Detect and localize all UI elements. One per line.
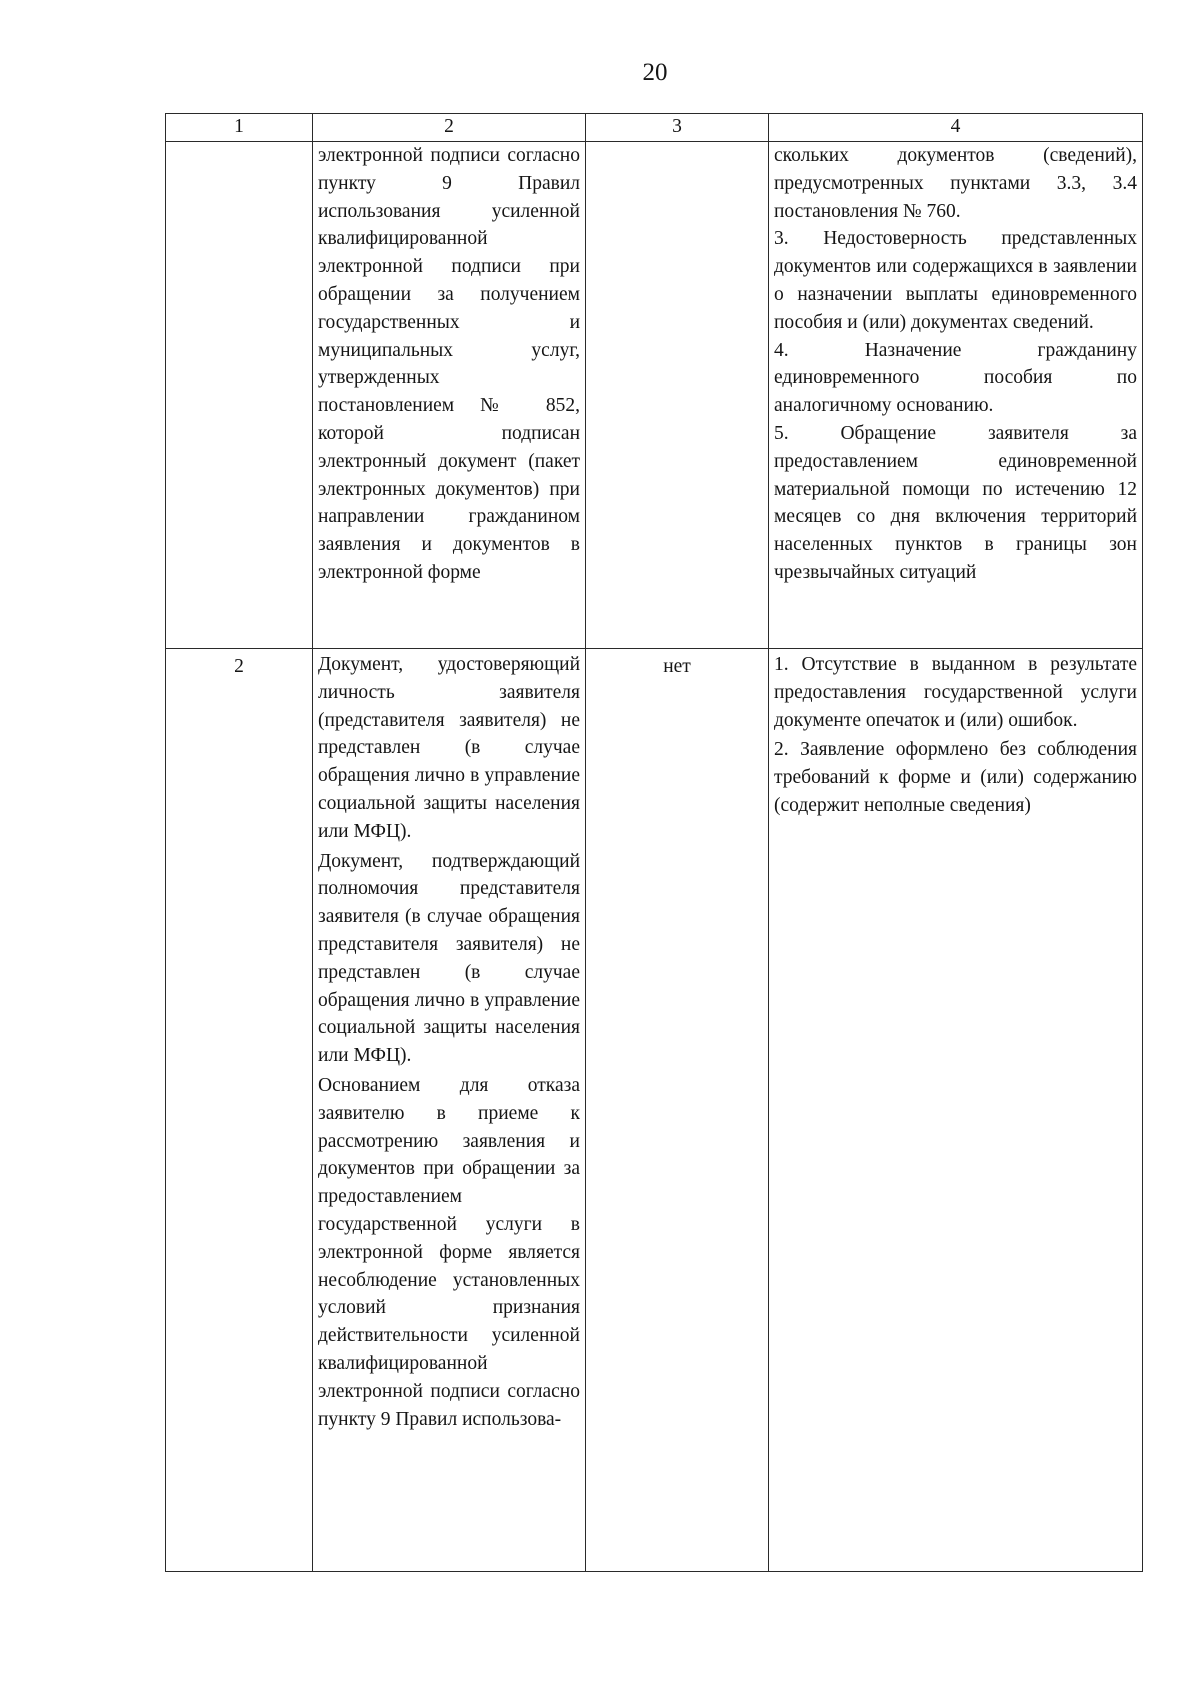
cell-paragraph: 2. Заявление оформлено без соблюдения требований к форме и (или) содержанию (содержит неполные сведения) — [774, 739, 1137, 816]
availability-cell — [586, 142, 769, 649]
document-description-cell — [313, 142, 586, 649]
cell-paragraph: электронной подписи согласно пункту 9 Правил использования усиленной квалифицированной электронной подписи при обращении за получением государственных и муниципальных услуг, утвержденных постановлением № 852, которой подписан электронный документ (пакет электронных документов) при направлении гражданином заявления и документов в электронной форме — [318, 145, 580, 583]
document-description-cell — [313, 649, 586, 1572]
refusal-grounds-cell — [769, 649, 1143, 1572]
cell-paragraph: Основанием для отказа заявителю в приеме к рассмотрению заявления и документов при обращении за предоставлением государственной услуги в электронной форме является несоблюдение установленных условий признания действительности усиленной квалифицированной электронной подписи согласно пункту 9 Правил использова- — [318, 1074, 580, 1430]
cell-paragraph: 4. Назначение гражданину единовременного пособия по аналогичному основанию. — [774, 339, 1137, 417]
cell-paragraph: 1. Отсутствие в выданном в результате предоставления государственной услуги документе опечаток и (или) ошибок. — [774, 654, 1137, 731]
table-row — [166, 142, 1143, 649]
cell-paragraph: 5. Обращение заявителя за предоставлением единовременной материальной помощи по истечению 12 месяцев со дня включения территорий населенных пунктов в границы зон чрезвычайных ситуаций — [774, 422, 1137, 583]
header-col-4: 4 — [769, 114, 1143, 142]
header-col-1: 1 — [166, 114, 313, 142]
refusal-grounds-cell — [769, 142, 1143, 649]
cell-paragraph: Документ, удостоверяющий личность заявителя (представителя заявителя) не представлен (в случае обращения лично в управление социальной защиты населения или МФЦ). — [318, 654, 580, 842]
page-number: 20 — [642, 59, 668, 86]
cell-paragraph: скольких документов (сведений), предусмотренных пунктами 3.3, 3.4 постановления № 760. — [774, 145, 1137, 222]
availability-cell: нет — [586, 649, 769, 1572]
header-col-2: 2 — [313, 114, 586, 142]
table-row — [166, 649, 1143, 1572]
row-number-cell: 2 — [166, 649, 313, 1572]
header-col-3: 3 — [586, 114, 769, 142]
row-number-cell — [166, 142, 313, 649]
requirements-table — [165, 113, 1143, 1572]
cell-paragraph: Документ, подтверждающий полномочия представителя заявителя (в случае обращения представителя заявителя) не представлен (в случае обращения лично в управление социальной защиты населения или МФЦ). — [318, 850, 580, 1067]
table-header-row — [166, 114, 1143, 142]
cell-paragraph: 3. Недостоверность представленных документов или содержащихся в заявлении о назначении выплаты единовременного пособия и (или) документах сведений. — [774, 228, 1137, 333]
